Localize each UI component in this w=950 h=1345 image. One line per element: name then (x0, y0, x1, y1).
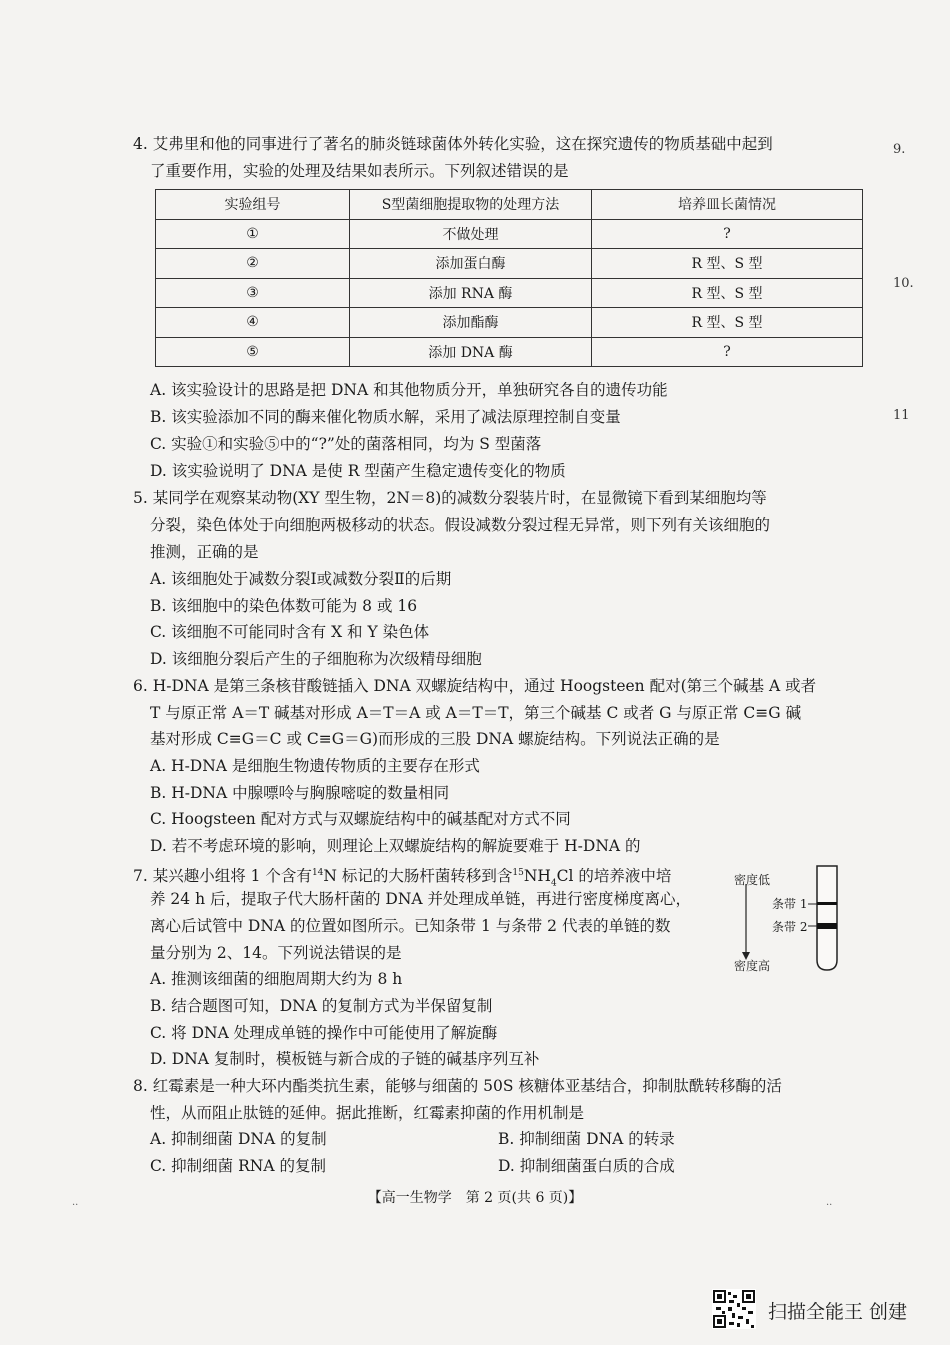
q6-option-a: A. H-DNA 是细胞生物遗传物质的主要存在形式 (150, 757, 480, 775)
isotope-superscript: 15 (512, 868, 524, 878)
q8-stem-line-2: 性，从而阻止肽链的延伸。据此推断，红霉素抑菌的作用机制是 (150, 1104, 585, 1122)
band-2 (817, 923, 837, 929)
q7-stem-line-4: 量分别为 2、14。下列说法错误的是 (150, 944, 402, 962)
q6-option-b: B. H-DNA 中腺嘌呤与胸腺嘧啶的数量相同 (150, 784, 450, 802)
q5-stem-line-1: 5. 某同学在观察某动物(XY 型生物，2N＝8)的减数分裂装片时，在显微镜下看到某细胞均等 (133, 489, 767, 507)
q8-option-a: A. 抑制细菌 DNA 的复制 (150, 1130, 327, 1148)
table-header: 培养皿长菌情况 (592, 190, 863, 220)
page-footer: 【高一生物学 第 2 页(共 6 页)】 (367, 1190, 583, 1206)
q8-stem-line-1: 8. 红霉素是一种大环内酯类抗生素，能够与细菌的 50S 核糖体亚基结合，抑制肽酰转移酶的活 (133, 1077, 782, 1095)
table-cell: R 型、S 型 (592, 308, 863, 338)
table-cell: 添加酯酶 (350, 308, 592, 338)
band-1 (817, 902, 837, 905)
q5-option-b: B. 该细胞中的染色体数可能为 8 或 16 (150, 597, 418, 615)
table-row (156, 337, 863, 367)
experiment-table (155, 189, 863, 367)
band-2-label: 条带 2 (772, 920, 808, 934)
table-row (156, 249, 863, 279)
q6-stem-line-1: 6. H-DNA 是第三条核苷酸链插入 DNA 双螺旋结构中，通过 Hoogsteen 配对(第三个碱基 A 或者 (133, 677, 817, 695)
q7-stem-line-2: 养 24 h 后，提取子代大肠杆菌的 DNA 并处理成单链，再进行密度梯度离心， (150, 890, 692, 908)
q6-option-c: C. Hoogsteen 配对方式与双螺旋结构中的碱基配对方式不同 (150, 810, 571, 828)
margin-number: 11 (893, 408, 910, 423)
table-cell: ? (592, 337, 863, 367)
q7-text: NH (523, 867, 551, 886)
table-cell: R 型、S 型 (592, 249, 863, 279)
q7-option-b: B. 结合题图可知，DNA 的复制方式为半保留复制 (150, 997, 493, 1015)
table-header-row (156, 190, 863, 220)
q5-stem-line-3: 推测，正确的是 (150, 543, 259, 561)
q7-stem-line-3: 离心后试管中 DNA 的位置如图所示。已知条带 1 与条带 2 代表的单链的数 (150, 917, 671, 935)
table-row (156, 278, 863, 308)
table-header: S型菌细胞提取物的处理方法 (350, 190, 592, 220)
table-cell: 添加 DNA 酶 (350, 337, 592, 367)
q8-option-c: C. 抑制细菌 RNA 的复制 (150, 1157, 326, 1175)
table-cell: ② (156, 249, 350, 279)
density-low-label: 密度低 (734, 873, 771, 887)
margin-number: 10. (893, 276, 914, 291)
q7-text: 7. 某兴趣小组将 1 个含有 (133, 867, 312, 886)
centrifuge-tube-figure (722, 862, 852, 974)
scan-mark: ·· (72, 1200, 79, 1211)
density-high-label: 密度高 (734, 959, 771, 973)
q8-option-d: D. 抑制细菌蛋白质的合成 (498, 1157, 675, 1175)
q4-option-b: B. 该实验添加不同的酶来催化物质水解，采用了减法原理控制自变量 (150, 408, 621, 426)
q5-option-a: A. 该细胞处于减数分裂Ⅰ或减数分裂Ⅱ的后期 (150, 570, 452, 588)
test-tube (817, 866, 837, 970)
q6-stem-line-3: 基对形成 C≡G＝C 或 C≡G＝G)而形成的三股 DNA 螺旋结构。下列说法正确的是 (150, 730, 720, 748)
scanner-watermark (712, 1289, 932, 1329)
table-cell: R 型、S 型 (592, 278, 863, 308)
isotope-superscript: 14 (311, 868, 324, 878)
table-cell: ③ (156, 278, 350, 308)
table-row (156, 219, 863, 249)
table-cell: ④ (156, 308, 350, 338)
q7-text: N 标记的大肠杆菌转移到含 (323, 867, 513, 886)
band-1-label: 条带 1 (772, 897, 808, 911)
q4-option-d: D. 该实验说明了 DNA 是使 R 型菌产生稳定遗传变化的物质 (150, 462, 566, 480)
margin-number: 9. (893, 142, 906, 157)
watermark-text: 扫描全能王 创建 (768, 1301, 908, 1323)
table-cell: ⑤ (156, 337, 350, 367)
table-cell: 添加 RNA 酶 (350, 278, 592, 308)
q5-option-d: D. 该细胞分裂后产生的子细胞称为次级精母细胞 (150, 650, 482, 668)
q7-option-d: D. DNA 复制时，模板链与新合成的子链的碱基序列互补 (150, 1050, 540, 1068)
table-cell: 添加蛋白酶 (350, 249, 592, 279)
table-cell: 不做处理 (350, 219, 592, 249)
q4-option-a: A. 该实验设计的思路是把 DNA 和其他物质分开，单独研究各自的遗传功能 (150, 381, 668, 399)
q4-stem-line-1: 4. 艾弗里和他的同事进行了著名的肺炎链球菌体外转化实验，这在探究遗传的物质基础中起到 (133, 135, 773, 153)
qr-code-icon (712, 1289, 756, 1329)
q7-option-a: A. 推测该细菌的细胞周期大约为 8 h (150, 970, 403, 988)
q7-option-c: C. 将 DNA 处理成单链的操作中可能使用了解旋酶 (150, 1024, 498, 1042)
table-header: 实验组号 (156, 190, 350, 220)
q8-option-b: B. 抑制细菌 DNA 的转录 (498, 1130, 675, 1148)
table-cell: ① (156, 219, 350, 249)
q6-stem-line-2: T 与原正常 A＝T 碱基对形成 A＝T＝A 或 A＝T＝T，第三个碱基 C 或者 G 与原正常 C≡G 碱 (150, 704, 802, 722)
q4-stem-line-2: 了重要作用，实验的处理及结果如表所示。下列叙述错误的是 (150, 162, 569, 180)
q5-stem-line-2: 分裂，染色体处于向细胞两极移动的状态。假设减数分裂过程无异常，则下列有关该细胞的 (150, 516, 771, 534)
q4-option-c: C. 实验①和实验⑤中的“?”处的菌落相同，均为 S 型菌落 (150, 435, 542, 453)
table-cell: ? (592, 219, 863, 249)
table-row (156, 308, 863, 338)
q5-option-c: C. 该细胞不可能同时含有 X 和 Y 染色体 (150, 623, 430, 641)
q7-text: Cl 的培养液中培 (556, 867, 672, 886)
formula-subscript: 4 (550, 878, 557, 889)
q6-option-d: D. 若不考虑环境的影响，则理论上双螺旋结构的解旋要难于 H-DNA 的 (150, 837, 641, 855)
scan-mark: ·· (826, 1200, 833, 1211)
